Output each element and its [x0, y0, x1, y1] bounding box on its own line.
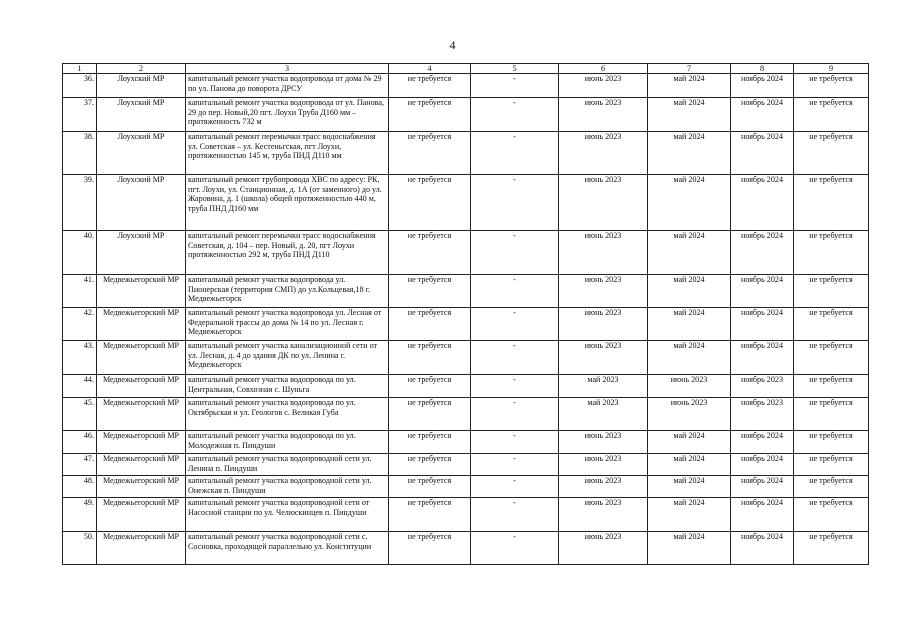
column-8-cell: ноябрь 2024 — [731, 275, 794, 308]
column-7-cell: май 2024 — [648, 431, 731, 454]
column-5-cell: - — [471, 308, 559, 341]
column-5-cell: - — [471, 98, 559, 132]
column-6-cell: июнь 2023 — [559, 308, 648, 341]
column-header-8: 8 — [731, 64, 794, 74]
row-number: 36. — [63, 74, 97, 98]
column-4-cell: не требуется — [389, 375, 471, 398]
district-cell: Лоухский МР — [97, 98, 186, 132]
row-number: 38. — [63, 132, 97, 175]
column-9-cell: не требуется — [794, 275, 869, 308]
column-header-9: 9 — [794, 64, 869, 74]
column-4-cell: не требуется — [389, 175, 471, 231]
column-9-cell: не требуется — [794, 98, 869, 132]
work-description-cell: капитальный ремонт участка водопровода по ул. Октябрьская и ул. Геологов с. Великая Губа — [186, 398, 389, 431]
column-7-cell: май 2024 — [648, 74, 731, 98]
column-8-cell: ноябрь 2023 — [731, 398, 794, 431]
column-4-cell: не требуется — [389, 98, 471, 132]
table-row — [63, 341, 869, 375]
column-number-row — [63, 64, 869, 74]
work-description-cell: капитальный ремонт участка водопровода от дома № 29 по ул. Панова до поворота ДРСУ — [186, 74, 389, 98]
column-header-6: 6 — [559, 64, 648, 74]
column-6-cell: июнь 2023 — [559, 175, 648, 231]
row-number: 37. — [63, 98, 97, 132]
work-description-cell: капитальный ремонт перемычки трасс водоснабжения Советская, д. 104 – пер. Новый, д. 20, пгт Лоухи протяженностью 292 м, труба ПНД Д110 — [186, 231, 389, 275]
column-7-cell: май 2024 — [648, 341, 731, 375]
column-9-cell: не требуется — [794, 175, 869, 231]
table-row — [63, 132, 869, 175]
column-5-cell: - — [471, 132, 559, 175]
column-7-cell: май 2024 — [648, 275, 731, 308]
row-number: 42. — [63, 308, 97, 341]
work-description-cell: капитальный ремонт трубопровода ХВС по адресу: РК, пгт. Лоухи, ул. Станционная, д. 1А (от заменного) до ул. Жаровина, д. 1 (школа) общей протяженностью 440 м, труба ПНД Д160 мм — [186, 175, 389, 231]
district-cell: Лоухский МР — [97, 231, 186, 275]
page-number: 4 — [449, 38, 456, 52]
column-9-cell: не требуется — [794, 375, 869, 398]
row-number: 41. — [63, 275, 97, 308]
district-cell: Медвежьегорский МР — [97, 308, 186, 341]
table-row — [63, 175, 869, 231]
district-cell: Медвежьегорский МР — [97, 398, 186, 431]
column-5-cell: - — [471, 175, 559, 231]
column-6-cell: июнь 2023 — [559, 454, 648, 476]
column-6-cell: май 2023 — [559, 398, 648, 431]
work-description-cell: капитальный ремонт перемычки трасс водоснабжения ул. Советская – ул. Кестеньгская, пгт Лоухи, протяженностью 145 м, труба ПНД Д110 мм — [186, 132, 389, 175]
row-number: 44. — [63, 375, 97, 398]
district-cell: Медвежьегорский МР — [97, 375, 186, 398]
column-5-cell: - — [471, 431, 559, 454]
column-4-cell: не требуется — [389, 398, 471, 431]
row-number: 39. — [63, 175, 97, 231]
district-cell: Медвежьегорский МР — [97, 341, 186, 375]
table-row — [63, 532, 869, 565]
table-row — [63, 431, 869, 454]
column-9-cell: не требуется — [794, 341, 869, 375]
column-5-cell: - — [471, 275, 559, 308]
column-4-cell: не требуется — [389, 132, 471, 175]
work-description-cell: капитальный ремонт участка водопроводной сети ул. Ленина п. Пиндуши — [186, 454, 389, 476]
district-cell: Лоухский МР — [97, 132, 186, 175]
table-row — [63, 454, 869, 476]
column-5-cell: - — [471, 375, 559, 398]
column-7-cell: июнь 2023 — [648, 375, 731, 398]
work-description-cell: капитальный ремонт участка водопровода по ул. Молодежная п. Пиндуши — [186, 431, 389, 454]
column-6-cell: июнь 2023 — [559, 275, 648, 308]
column-7-cell: май 2024 — [648, 175, 731, 231]
column-6-cell: июнь 2023 — [559, 498, 648, 532]
row-number: 43. — [63, 341, 97, 375]
row-number: 48. — [63, 476, 97, 498]
column-header-4: 4 — [389, 64, 471, 74]
table-row — [63, 74, 869, 98]
column-header-1: 1 — [63, 64, 97, 74]
column-4-cell: не требуется — [389, 498, 471, 532]
column-5-cell: - — [471, 341, 559, 375]
column-4-cell: не требуется — [389, 231, 471, 275]
table-row — [63, 308, 869, 341]
column-9-cell: не требуется — [794, 74, 869, 98]
column-header-2: 2 — [97, 64, 186, 74]
column-6-cell: июнь 2023 — [559, 532, 648, 565]
row-number: 50. — [63, 532, 97, 565]
table-row — [63, 498, 869, 532]
column-5-cell: - — [471, 74, 559, 98]
work-description-cell: капитальный ремонт участка водопровода по ул. Центральная, Совхозная с. Шуньга — [186, 375, 389, 398]
work-description-cell: капитальный ремонт участка водопроводной сети ул. Онежская п. Пиндуши — [186, 476, 389, 498]
row-number: 46. — [63, 431, 97, 454]
district-cell: Медвежьегорский МР — [97, 275, 186, 308]
row-number: 45. — [63, 398, 97, 431]
district-cell: Медвежьегорский МР — [97, 431, 186, 454]
column-8-cell: ноябрь 2024 — [731, 431, 794, 454]
column-6-cell: июнь 2023 — [559, 132, 648, 175]
column-5-cell: - — [471, 476, 559, 498]
work-description-cell: капитальный ремонт участка водопровода ул. Пионерская (территория СМП) до ул.Кольцевая,18 г. Медвежьегорск — [186, 275, 389, 308]
column-4-cell: не требуется — [389, 476, 471, 498]
column-6-cell: июнь 2023 — [559, 98, 648, 132]
district-cell: Лоухский МР — [97, 74, 186, 98]
column-header-3: 3 — [186, 64, 389, 74]
column-8-cell: ноябрь 2024 — [731, 175, 794, 231]
table-row — [63, 98, 869, 132]
column-header-5: 5 — [471, 64, 559, 74]
column-5-cell: - — [471, 454, 559, 476]
column-9-cell: не требуется — [794, 231, 869, 275]
column-header-7: 7 — [648, 64, 731, 74]
column-9-cell: не требуется — [794, 532, 869, 565]
column-8-cell: ноябрь 2023 — [731, 375, 794, 398]
district-cell: Медвежьегорский МР — [97, 476, 186, 498]
table-row — [63, 398, 869, 431]
district-cell: Лоухский МР — [97, 175, 186, 231]
column-8-cell: ноябрь 2024 — [731, 532, 794, 565]
column-7-cell: май 2024 — [648, 231, 731, 275]
column-9-cell: не требуется — [794, 454, 869, 476]
row-number: 47. — [63, 454, 97, 476]
column-4-cell: не требуется — [389, 341, 471, 375]
column-4-cell: не требуется — [389, 431, 471, 454]
column-8-cell: ноябрь 2024 — [731, 454, 794, 476]
column-5-cell: - — [471, 532, 559, 565]
column-7-cell: май 2024 — [648, 308, 731, 341]
column-8-cell: ноябрь 2024 — [731, 308, 794, 341]
work-description-cell: капитальный ремонт участка водопровода ул. Лесная от Федеральной трассы до дома № 14 по ул. Лесная г. Медвежьегорск — [186, 308, 389, 341]
column-4-cell: не требуется — [389, 454, 471, 476]
table-row — [63, 231, 869, 275]
work-description-cell: капитальный ремонт участка канализационной сети от ул. Лесная, д. 4 до здания ДК по ул. Ленина г. Медвежьегорск — [186, 341, 389, 375]
work-description-cell: капитальный ремонт участка водопроводной сети с. Сосновка, проходящей параллельно ул. Конституции — [186, 532, 389, 565]
column-5-cell: - — [471, 231, 559, 275]
column-8-cell: ноябрь 2024 — [731, 341, 794, 375]
column-6-cell: июнь 2023 — [559, 476, 648, 498]
column-6-cell: июнь 2023 — [559, 431, 648, 454]
column-8-cell: ноябрь 2024 — [731, 132, 794, 175]
column-7-cell: май 2024 — [648, 132, 731, 175]
column-4-cell: не требуется — [389, 275, 471, 308]
table-row — [63, 476, 869, 498]
column-9-cell: не требуется — [794, 498, 869, 532]
column-8-cell: ноябрь 2024 — [731, 98, 794, 132]
column-5-cell: - — [471, 398, 559, 431]
district-cell: Медвежьегорский МР — [97, 454, 186, 476]
column-6-cell: май 2023 — [559, 375, 648, 398]
column-9-cell: не требуется — [794, 132, 869, 175]
column-8-cell: ноябрь 2024 — [731, 498, 794, 532]
column-9-cell: не требуется — [794, 308, 869, 341]
column-8-cell: ноябрь 2024 — [731, 231, 794, 275]
column-7-cell: май 2024 — [648, 476, 731, 498]
column-7-cell: июнь 2023 — [648, 398, 731, 431]
column-6-cell: июнь 2023 — [559, 231, 648, 275]
row-number: 40. — [63, 231, 97, 275]
column-5-cell: - — [471, 498, 559, 532]
column-4-cell: не требуется — [389, 74, 471, 98]
column-7-cell: май 2024 — [648, 454, 731, 476]
column-6-cell: июнь 2023 — [559, 341, 648, 375]
column-7-cell: май 2024 — [648, 498, 731, 532]
column-9-cell: не требуется — [794, 431, 869, 454]
column-9-cell: не требуется — [794, 476, 869, 498]
table-body — [63, 74, 869, 565]
works-table — [62, 63, 869, 565]
column-8-cell: ноябрь 2024 — [731, 476, 794, 498]
table-row — [63, 375, 869, 398]
column-6-cell: июнь 2023 — [559, 74, 648, 98]
column-4-cell: не требуется — [389, 532, 471, 565]
column-9-cell: не требуется — [794, 398, 869, 431]
row-number: 49. — [63, 498, 97, 532]
district-cell: Медвежьегорский МР — [97, 532, 186, 565]
table-row — [63, 275, 869, 308]
column-4-cell: не требуется — [389, 308, 471, 341]
column-8-cell: ноябрь 2024 — [731, 74, 794, 98]
column-7-cell: май 2024 — [648, 98, 731, 132]
district-cell: Медвежьегорский МР — [97, 498, 186, 532]
work-description-cell: капитальный ремонт участка водопроводной сети от Насосной станции по ул. Челюскинцев п. Пиндуши — [186, 498, 389, 532]
column-7-cell: май 2024 — [648, 532, 731, 565]
work-description-cell: капитальный ремонт участка водопровода от ул. Панова, 29 до пер. Новый,20 пгт. Лоухи Труба Д160 мм – протяженность 732 м — [186, 98, 389, 132]
